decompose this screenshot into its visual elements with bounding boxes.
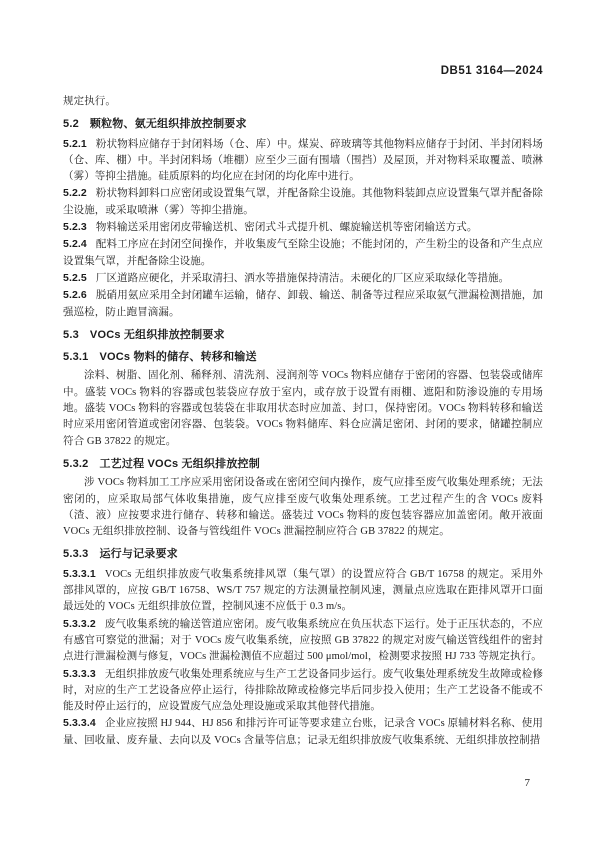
clause-text: 粉状物料应储存于封闭料场（仓、库）中。煤炭、碎玻璃等其他物料应储存于封闭、半封闭料场（仓、库、棚）中。半封闭料场（堆棚）应至少三面有围墙（围挡）及屋顶，并对物料采取覆盖、喷淋（雾）等抑尘措施。硅质原料的均化应在封闭的均化库中进行。	[63, 138, 543, 183]
clause-5-2-4	[63, 236, 543, 270]
paragraph-continuation: 规定执行。	[63, 96, 116, 107]
clause-text: 粉状物料卸料口应密闭或设置集气罩，并配备除尘设施。其他物料装卸点应设置集气罩并配备除尘设施，或采取喷淋（雾）等抑尘措施。	[63, 188, 543, 216]
clause-5-3-3-4	[63, 715, 543, 749]
section-number: 5.3	[63, 328, 79, 341]
clause-5-3-3-3	[63, 666, 543, 716]
subsection-heading-5-3-3	[63, 546, 543, 562]
clause-5-2-6	[63, 287, 543, 321]
clause-text: 废气收集系统的输送管道应密闭。废气收集系统应在负压状态下运行。处于正压状态的，不应有感官可察觉的泄漏；对于 VOCs 废气收集系统，应按照 GB 37822 的规定对废气输送管线组件的密封点进行泄漏检测与修复，VOCs 泄漏检测值不应超过 500 μmol/mol，检测要求按照 HJ 733 等规定执行。	[63, 618, 543, 663]
clause-text: VOCs 无组织排放废气收集系统排风罩（集气罩）的设置应符合 GB/T 16758 的规定。采用外部排风罩的，应按 GB/T 16758、WS/T 757 规定的方法测量控制风速，测量点应选取在距排风罩开口面最远处的 VOCs 无组织排放位置，控制风速不应低于 0.3 m/s。	[63, 568, 543, 613]
section-heading-5-3	[63, 327, 543, 343]
clause-number: 5.3.3.2	[63, 617, 96, 630]
clause-5-2-3	[63, 219, 543, 236]
clause-number: 5.3.3.3	[63, 667, 96, 680]
paragraph-5-3-2: 涉 VOCs 物料加工工序应采用密闭设备或在密闭空间内操作，废气应排至废气收集处理系统；无法密闭的，应采取局部气体收集措施，废气应排至废气收集处理系统。工艺过程产生的含 VOCs 废料（渣、液）应按要求进行储存、转移和输送。盛装过 VOCs 物料的废包装容器应加盖密闭。敞开液面 VOCs 无组织排放控制、设备与管线组件 VOCs 泄漏控制应符合 GB 37822 的规定。	[63, 477, 543, 538]
clause-5-3-3-2	[63, 616, 543, 666]
subsection-heading-5-3-1	[63, 349, 543, 365]
clause-text: 厂区道路应硬化，并采取清扫、洒水等措施保持清洁。未硬化的厂区应采取绿化等措施。	[95, 272, 510, 284]
clause-5-2-1	[63, 136, 543, 186]
clause-number: 5.2.6	[63, 289, 87, 302]
clause-5-3-3-1	[63, 566, 543, 616]
clause-text: 无组织排放废气收集处理系统应与生产工艺设备同步运行。废气收集处理系统发生故障或检修时，对应的生产工艺设备应停止运行，待排除故障或检修完毕后同步投入使用；生产工艺设备不能或不能及时停止运行的，应设置废气应急处理设施或采取其他替代措施。	[63, 668, 543, 713]
clause-text: 脱硝用氨应采用全封闭罐车运输，储存、卸载、输送、制备等过程应采取氨气泄漏检测措施，加强巡检，防止跑冒滴漏。	[63, 290, 543, 318]
section-number: 5.2	[63, 118, 79, 131]
clause-5-2-2	[63, 185, 543, 219]
clause-text: 企业应按照 HJ 944、HJ 856 和排污许可证等要求建立台账，记录含 VOCs 原辅材料名称、使用量、回收量、废弃量、去向以及 VOCs 含量等信息；记录无组织排放废气收集系统、无组织排放控制措	[63, 718, 543, 746]
clause-text: 物料输送采用密闭皮带输送机、密闭式斗式提升机、螺旋输送机等密闭输送方式。	[95, 222, 478, 234]
subsection-heading-5-3-2	[63, 456, 543, 472]
section-title: VOCs 无组织排放控制要求	[89, 328, 225, 341]
document-body	[63, 94, 543, 749]
clause-number: 5.2.3	[63, 221, 87, 234]
page-number: 7	[524, 777, 530, 789]
clause-number: 5.2.2	[63, 187, 87, 200]
clause-5-2-5	[63, 270, 543, 287]
section-number: 5.3.2	[63, 457, 89, 470]
clause-number: 5.2.5	[63, 271, 87, 284]
section-title: 运行与记录要求	[99, 548, 178, 561]
section-title: 颗粒物、氨无组织排放控制要求	[89, 118, 247, 131]
section-title: 工艺过程 VOCs 无组织排放控制	[99, 457, 260, 470]
section-number: 5.3.1	[63, 351, 89, 364]
standard-code-header: DB51 3164—2024	[440, 65, 543, 77]
clause-text: 配料工序应在封闭空间操作，并收集废气至除尘设施；不能封闭的，产生粉尘的设备和产生点应设置集气罩，并配备除尘设施。	[63, 239, 543, 267]
clause-number: 5.2.1	[63, 137, 87, 150]
clause-number: 5.2.4	[63, 238, 87, 251]
section-number: 5.3.3	[63, 548, 89, 561]
paragraph-5-3-1: 涂料、树脂、固化剂、稀释剂、清洗剂、浸润剂等 VOCs 物料应储存于密闭的容器、包装袋或储库中。盛装 VOCs 物料的容器或包装袋应存放于室内，或存放于设置有雨棚、遮阳和防渗设施的专用场地。盛装 VOCs 物料的容器或包装袋在非取用状态时应加盖、封口，保持密闭。VOCs 物料转移和输送时应采用密闭管道或密闭容器、包装袋。VOCs 物料储库、料仓应满足密闭、封闭的要求，储罐控制应符合 GB 37822 的规定。	[63, 370, 543, 447]
clause-number: 5.3.3.4	[63, 717, 96, 730]
section-title: VOCs 物料的储存、转移和输送	[99, 351, 257, 364]
section-heading-5-2	[63, 116, 543, 132]
clause-number: 5.3.3.1	[63, 567, 96, 580]
